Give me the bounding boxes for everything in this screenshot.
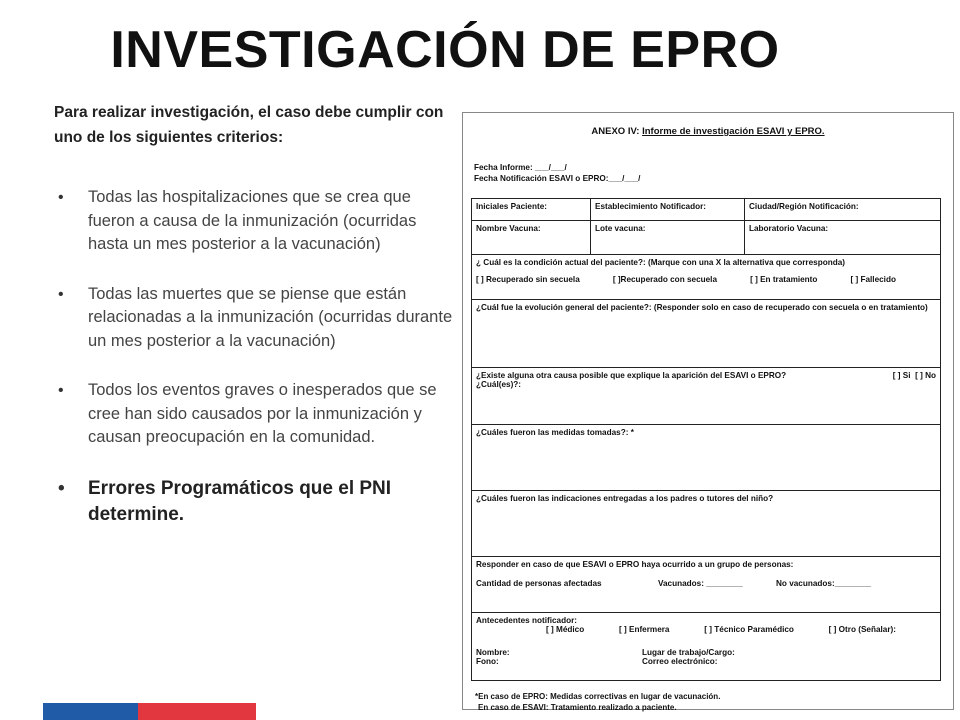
criteria-item: • Todos los eventos graves o inesperados que se cree han sido causados por la inmunización y causan preocupación en la comunidad.	[54, 379, 456, 450]
correo-label: Correo electrónico:	[642, 657, 718, 666]
flag-bar-red	[138, 703, 256, 720]
cell-nombre-vacuna: Nombre Vacuna:	[472, 221, 591, 255]
vacunados-label: Vacunados: ________	[658, 579, 743, 588]
antecedentes-label: Antecedentes notificador:	[476, 616, 577, 625]
cell-medidas: ¿Cuáles fueron las medidas tomadas?: *	[472, 425, 941, 491]
form-title-prefix: ANEXO IV:	[591, 126, 643, 137]
cell-ciudad: Ciudad/Región Notificación:	[745, 199, 941, 221]
nombre-label: Nombre:	[476, 648, 510, 657]
opt-con-secuela: [ ]Recuperado con secuela	[612, 275, 718, 284]
grupo-header: Responder en caso de que ESAVI o EPRO haya ocurrido a un grupo de personas:	[476, 560, 794, 569]
form-table	[471, 198, 941, 681]
criteria-list	[54, 186, 456, 554]
opt-sin-secuela: [ ] Recuperado sin secuela	[476, 275, 580, 284]
cell-condicion	[472, 255, 941, 300]
criteria-item: • Todas las muertes que se piense que están relacionadas a la inmunización (ocurridas durante un mes posterior a la vacunación)	[54, 283, 456, 354]
form-title-main: Informe de investigación ESAVI y EPRO.	[642, 126, 825, 137]
intro-text: Para realizar investigación, el caso debe cumplir con uno de los siguientes criterios:	[54, 104, 444, 146]
footnote-esavi: En caso de ESAVI: Tratamiento realizado a paciente.	[478, 703, 677, 712]
opt-no: [ ] No	[915, 371, 936, 380]
opt-otro: [ ] Otro (Señalar):	[828, 625, 896, 634]
cell-indicaciones: ¿Cuáles fueron las indicaciones entregadas a los padres o tutores del niño?	[472, 491, 941, 557]
criteria-item-programatic: • Errores Programáticos que el PNI determine.	[54, 476, 456, 528]
opt-enfermera: [ ] Enfermera	[618, 625, 670, 634]
cell-laboratorio: Laboratorio Vacuna:	[745, 221, 941, 255]
opt-medico: [ ] Médico	[546, 625, 585, 634]
opt-tecnico: [ ] Técnico Paramédico	[704, 625, 794, 634]
form-footnote	[475, 691, 720, 713]
opt-tratamiento: [ ] En tratamiento	[750, 275, 818, 284]
q-otra-causa: ¿Existe alguna otra causa posible que explique la aparición del ESAVI o EPRO?	[476, 371, 787, 380]
criteria-item: • Todas las hospitalizaciones que se crea que fueron a causa de la inmunización (ocurridas hasta un mes posterior a la vacunación)	[54, 186, 456, 257]
cell-grupo	[472, 557, 941, 613]
cell-establecimiento: Establecimiento Notificador:	[591, 199, 745, 221]
fecha-notificacion: Fecha Notificación ESAVI o EPRO:___/___/	[474, 174, 641, 183]
cuales-label: ¿Cuál(es)?:	[476, 380, 522, 389]
fono-label: Fono:	[476, 657, 499, 666]
q-condicion: ¿ Cuál es la condición actual del paciente?: (Marque con una X la alternativa que corresponda)	[476, 258, 845, 267]
flag-bar-blue	[43, 703, 138, 720]
no-vacunados-label: No vacunados:________	[776, 579, 872, 588]
cantidad-label: Cantidad de personas afectadas	[476, 579, 602, 588]
form-image	[462, 112, 954, 710]
footnote-epro: *En caso de EPRO: Medidas correctivas en lugar de vacunación.	[475, 692, 721, 701]
page-title: INVESTIGACIÓN DE EPRO	[110, 21, 780, 79]
cell-otra-causa	[472, 368, 941, 425]
fecha-informe: Fecha Informe: ___/___/	[474, 163, 567, 172]
opt-si: [ ] Si	[892, 371, 911, 380]
form-title	[463, 126, 953, 137]
lugar-label: Lugar de trabajo/Cargo:	[642, 648, 735, 657]
cell-notificador	[472, 613, 941, 681]
cell-lote: Lote vacuna:	[591, 221, 745, 255]
cell-iniciales: Iniciales Paciente:	[472, 199, 591, 221]
cell-evolucion: ¿Cuál fue la evolución general del paciente?: (Responder solo en caso de recuperado con secuela o en tratamiento)	[472, 300, 941, 368]
opt-fallecido: [ ] Fallecido	[850, 275, 896, 284]
